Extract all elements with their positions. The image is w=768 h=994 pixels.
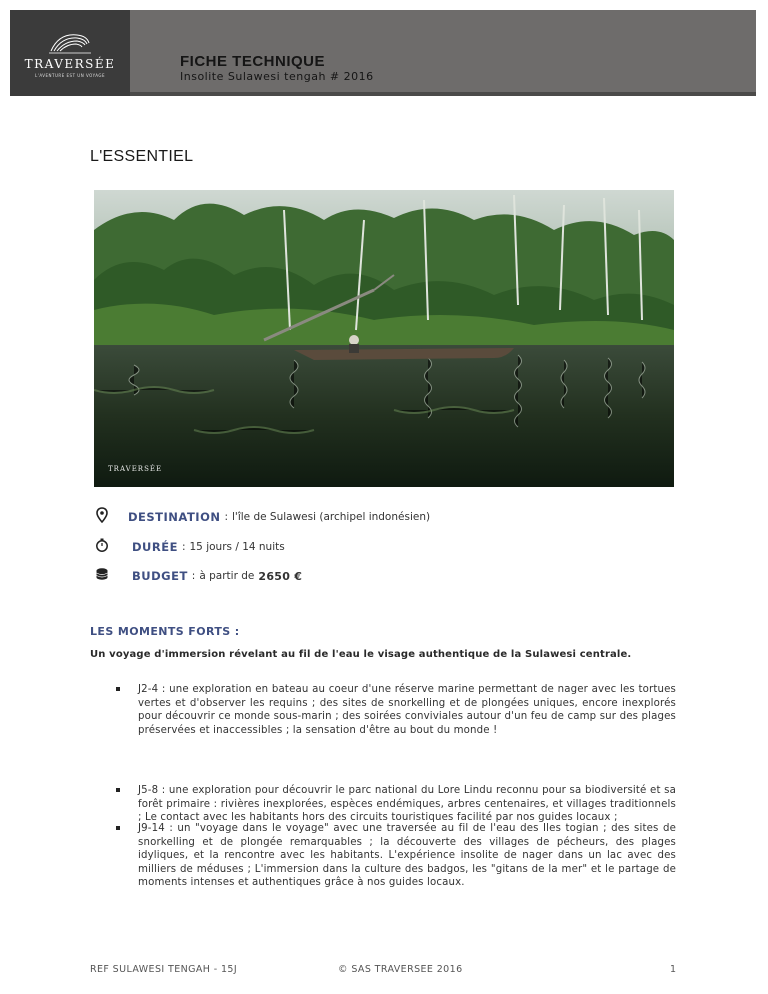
map-pin-icon (94, 507, 110, 523)
list-item (138, 822, 676, 890)
river-photo (94, 190, 674, 487)
duration-label: DURÉE (132, 540, 178, 554)
day-range: J5-8 (138, 785, 159, 796)
bullet-icon (116, 826, 120, 830)
header-banner (10, 10, 756, 96)
moments-title: LES MOMENTS FORTS : (90, 625, 240, 638)
bullet-icon (116, 788, 120, 792)
footer-copyright: © SAS TRAVERSEE 2016 (338, 964, 463, 975)
budget-amount: 2650 € (258, 569, 303, 583)
photo-watermark: TRAVERSÉE (108, 465, 163, 473)
header-underline (130, 92, 756, 96)
destination-row: DESTINATION : l'île de Sulawesi (archipel indonésien) (128, 510, 430, 524)
logo-name: TRAVERSÉE (24, 56, 116, 71)
footer-ref: REF SULAWESI TENGAH - 15J (90, 964, 238, 975)
section-title: L'ESSENTIEL (90, 148, 194, 165)
item-text: : une exploration pour découvrir le parc national du Lore Lindu reconnu pour sa biodiversité et sa forêt primaire : rivières inexplorées, espèces endémiques, arbres centenaires, et villages traditionnels ; Le contact avec les habitants hors des circuits touristiques facilité par nos guides locaux ; (138, 785, 676, 823)
coins-icon (94, 566, 110, 582)
budget-label: BUDGET (132, 569, 188, 583)
destination-label: DESTINATION (128, 510, 221, 524)
item-text: : une exploration en bateau au coeur d'une réserve marine permettant de nager avec les tortues vertes et d'observer les requins ; des sites de snorkelling et de plongées uniques, encore inexplorés pour découvrir ce monde sous-marin ; des soirées conviviales autour d'un feu de camp sur des plages préservées et inaccessibles ; la sensation d'être au bout du monde ! (138, 684, 676, 736)
day-range: J9-14 (138, 823, 165, 834)
logo-tagline: L'AVENTURE EST UN VOYAGE (34, 72, 105, 78)
logo (10, 10, 130, 96)
duration-row: DURÉE : 15 jours / 14 nuits (132, 540, 285, 554)
item-text: : un "voyage dans le voyage" avec une traversée au fil de l'eau des Iles togian ; des sites de snorkelling et de plongée remarquables ; la découverte des villages de pécheurs, des plages idyliques, et la rencontre avec les habitants. L'expérience insolite de nager dans un lac avec des milliers de méduses ; L'immersion dans la culture des badgos, les "gitans de la mer" et le partage de moments intenses et authentiques grâce à nos guides locaux. (138, 823, 676, 888)
moments-intro: Un voyage d'immersion révelant au fil de l'eau le visage authentique de la Sulawesi centrale. (90, 649, 632, 660)
list-item (138, 683, 676, 737)
page-subtitle: Insolite Sulawesi tengah # 2016 (180, 70, 374, 83)
duration-value: 15 jours / 14 nuits (189, 541, 285, 553)
list-item (138, 784, 676, 825)
day-range: J2-4 (138, 684, 159, 695)
budget-row: BUDGET : à partir de 2650 € (132, 569, 302, 583)
page-number: 1 (670, 964, 677, 975)
bullet-icon (116, 687, 120, 691)
budget-value: à partir de (199, 570, 255, 582)
page-title: FICHE TECHNIQUE (180, 53, 326, 70)
destination-value: l'île de Sulawesi (archipel indonésien) (232, 511, 431, 523)
stopwatch-icon (94, 537, 110, 553)
logo-wave-icon (47, 29, 93, 55)
